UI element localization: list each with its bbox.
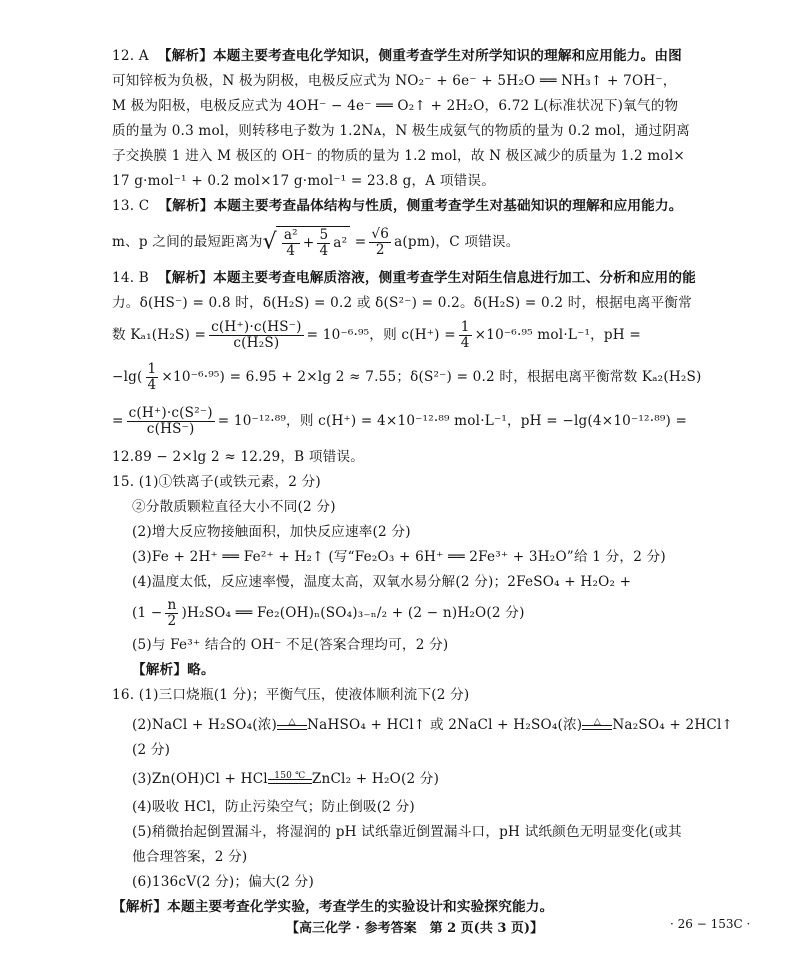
fraction: $\frac{√6}{2}$: [371, 226, 390, 258]
q12-line-5: 子交换膜 1 进入 M 极区的 OH⁻ 的物质的量为 1.2 mol，故 N 极区减少的质量为 1.2 mol×: [112, 148, 686, 164]
fraction: $\frac{\text{c(H⁺)·c(S²⁻)}}{c(HS^-)}$: [128, 405, 213, 437]
q14-line-5: = $\frac{\text{c(H⁺)·c(S²⁻)}}{c(HS^-)}$ = 10⁻¹²·⁸⁹，则 c(H⁺) = 4×10⁻¹²·⁸⁹ mol·L⁻¹，pH = −lg(4×10⁻¹²·⁸⁹) =: [112, 405, 688, 437]
q12-line-3: M 极为阳极，电极反应式为 4OH⁻ − 4e⁻ ══ O₂↑ + 2H₂O，6.72 L(标准状况下)氧气的物: [112, 98, 679, 114]
q15-line-3: (2)增大反应物接触面积，加快反应速率(2 分): [132, 524, 411, 540]
q15-line-7: (5)与 Fe³⁺ 结合的 OH⁻ 不足(答案合理均可，2 分): [132, 637, 449, 653]
q16-line-5: (4)吸收 HCl，防止污染空气；防止倒吸(2 分): [132, 799, 415, 815]
q13-line-1: 13. C 【解析】本题主要考查晶体结构与性质，侧重考查学生对基础知识的理解和应用能力。: [112, 198, 683, 214]
q16-line-3: (2 分): [132, 742, 171, 758]
fraction: $\frac{\text{a²}}{4}$: [283, 227, 298, 259]
q14-line-1: 14. B 【解析】本题主要考查电解质溶液，侧重考查学生对陌生信息进行加工、分析和应用的能: [112, 270, 696, 286]
q16-line-7: 他合理答案，2 分): [132, 849, 248, 865]
q15-line-2: ②分散质颗粒直径大小不同(2 分): [132, 499, 336, 515]
q15-analysis: 【解析】略。: [132, 662, 215, 678]
sqrt-sign: √: [262, 229, 277, 255]
fraction: $\frac{1}{4}$: [147, 361, 157, 393]
temperature-equation-sign: 150 ℃: [268, 771, 312, 789]
q12-line-2: 可知锌板为负极，N 极为阴极，电极反应式为 NO₂⁻ + 6e⁻ + 5H₂O ══ NH₃↑ + 7OH⁻，: [112, 73, 677, 89]
fraction: $\frac{n}{2}$: [167, 597, 177, 629]
page-footer-label: 【高三化学 · 参考答案 第 2 页(共 3 页)】: [286, 921, 544, 936]
q15-line-4: (3)Fe + 2H⁺ ══ Fe²⁺ + H₂↑ (写“Fe₂O₃ + 6H⁺ ══ 2Fe³⁺ + 3H₂O”给 1 分，2 分): [132, 549, 666, 565]
q15-line-1: 15. (1)①铁离子(或铁元素，2 分): [112, 474, 321, 490]
q15-line-5: (4)温度太低，反应速率慢，温度太高，双氧水易分解(2 分)；2FeSO₄ + H₂O₂ +: [132, 574, 632, 590]
q16-line-8: (6)136cV(2 分)；偏大(2 分): [132, 874, 314, 890]
q12-line-4: 质的量为 0.3 mol，则转移电子数为 1.2Nᴀ，N 极生成氨气的物质的量为 0.2 mol，通过阴离: [112, 123, 690, 139]
q15-line-6: (1 − $\frac{n}{2}$ )H₂SO₄ ══ Fe₂(OH)ₙ(SO₄)₃₋ₙ/₂ + (2 − n)H₂O(2 分): [132, 597, 525, 629]
q12-line-1: 12. A 【解析】本题主要考查电化学知识，侧重考查学生对所学知识的理解和应用能力。由图: [112, 48, 682, 64]
heat-equation-sign: △: [582, 717, 612, 735]
heat-equation-sign: △: [277, 717, 307, 735]
sqrt-body: $\frac{\text{a²}}{4}$ + $\frac{5}{4}$ a²: [276, 226, 350, 259]
q16-line-2: (2)NaCl + H₂SO₄(浓) △ NaHSO₄ + HCl↑ 或 2NaCl + H₂SO₄(浓) △ Na₂SO₄ + 2HCl↑: [132, 716, 734, 733]
q16-line-4: (3)Zn(OH)Cl + HCl 150 ℃ ZnCl₂ + H₂O(2 分): [132, 770, 440, 787]
fraction: $\frac{5}{4}$: [319, 227, 329, 259]
q16-line-1: 16. (1)三口烧瓶(1 分)；平衡气压，使液体顺利流下(2 分): [112, 687, 470, 703]
q14-line-6: 12.89 − 2×lg 2 ≈ 12.29，B 项错误。: [112, 449, 365, 465]
q14-line-4: −lg( $\frac{1}{4}$ ×10⁻⁶·⁹⁵) = 6.95 + 2×lg 2 ≈ 7.55；δ(S²⁻) = 0.2 时，根据电离平衡常数 Kₐ₂(H₂S): [112, 361, 702, 393]
fraction: $\frac{c(H^+)\cdot c(HS^-)}{\text{c(H₂S)}}$: [211, 319, 302, 351]
document-code: · 26 − 153C ·: [670, 917, 751, 931]
q16-line-6: (5)稍微抬起倒置漏斗，将湿润的 pH 试纸靠近倒置漏斗口，pH 试纸颜色无明显变化(或其: [132, 824, 682, 840]
fraction: $\frac{1}{4}$: [460, 319, 470, 351]
q14-line-2: 力。δ(HS⁻) = 0.8 时，δ(H₂S) = 0.2 或 δ(S²⁻) = 0.2。δ(H₂S) = 0.2 时，根据电离平衡常: [112, 295, 692, 311]
q13-line-2: m、p 之间的最短距离为√ $\frac{\text{a²}}{4}$ + $\frac{5}{4}$ a² = $\frac{√6}{2}$ a(pm)，C 项错误。: [112, 226, 520, 259]
q14-line-3: 数 Kₐ₁(H₂S) = $\frac{c(H^+)\cdot c(HS^-)}{\text{c(H₂S)}}$ = 10⁻⁶·⁹⁵，则 c(H⁺) = $\frac{1}{4}$ ×10⁻⁶·⁹⁵ mol·L⁻¹，pH =: [112, 319, 641, 351]
q12-line-6: 17 g·mol⁻¹ + 0.2 mol×17 g·mol⁻¹ = 23.8 g，A 项错误。: [112, 173, 495, 189]
q16-analysis: 【解析】本题主要考查化学实验，考查学生的实验设计和实验探究能力。: [112, 899, 554, 915]
